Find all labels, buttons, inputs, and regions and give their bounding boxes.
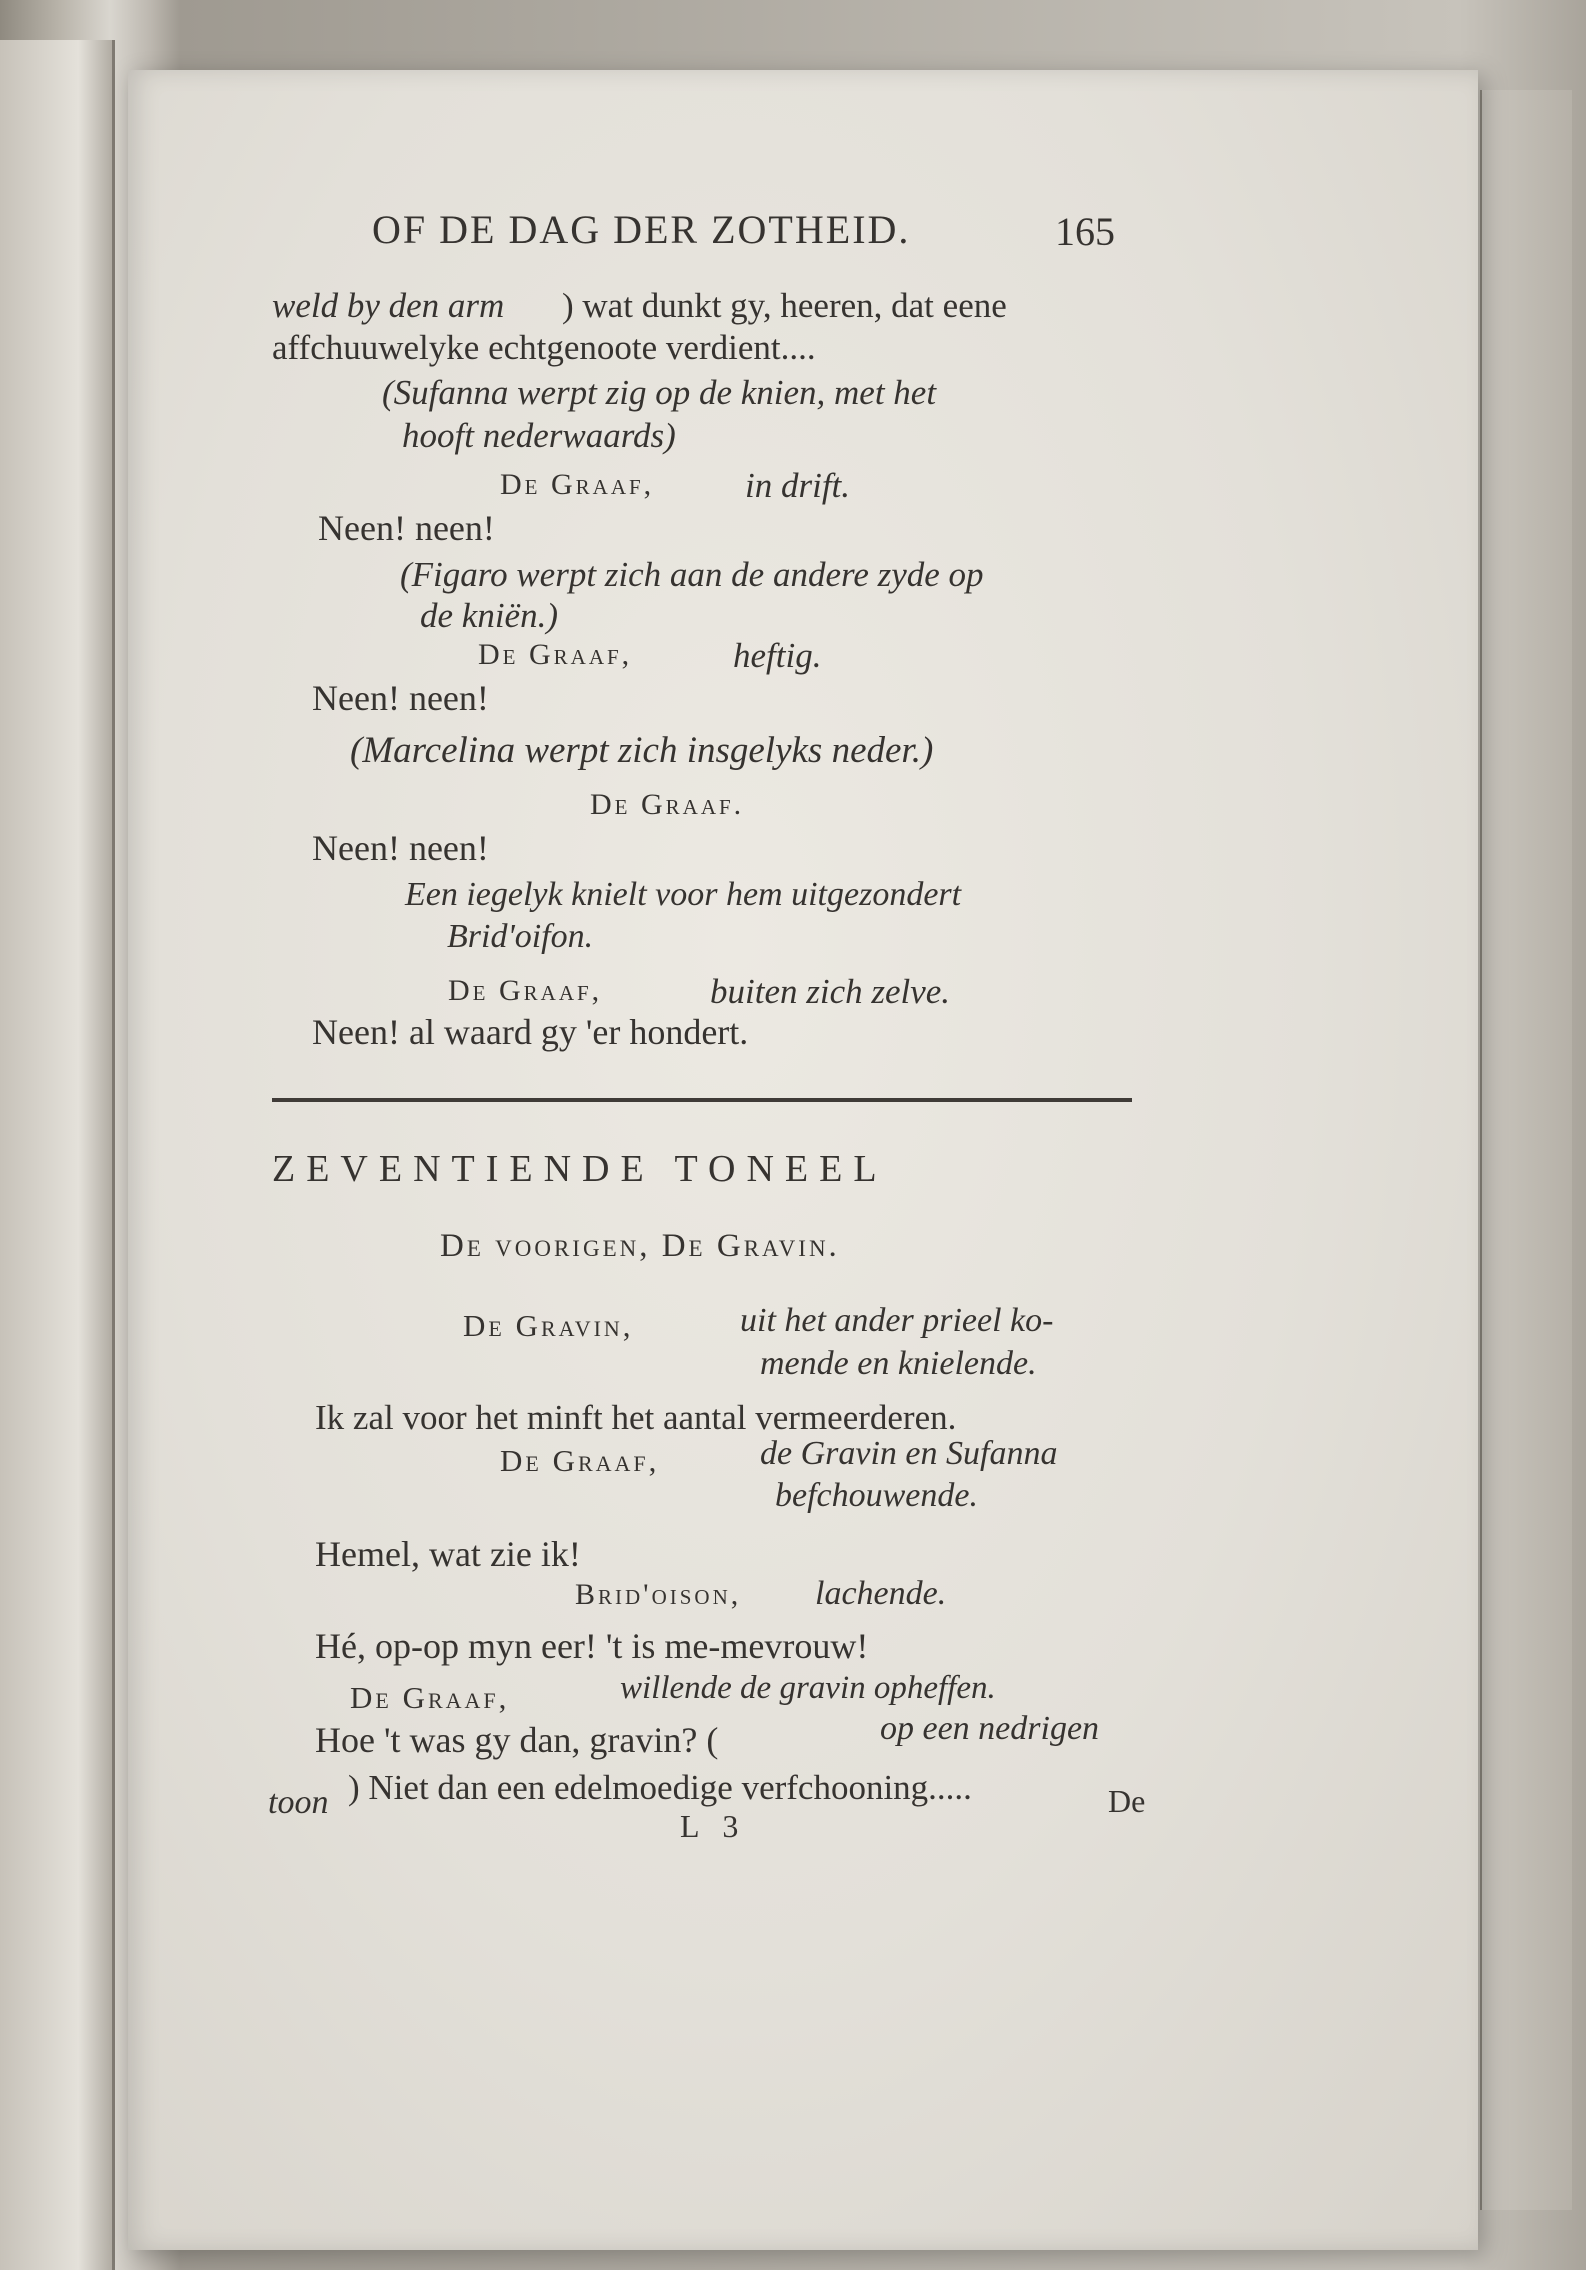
line-m3: Ik zal voor het minft het aantal vermeerderen.: [315, 1398, 957, 1437]
line-m10: Hoe 't was gy dan, gravin? (: [315, 1720, 719, 1760]
catchword: De: [1108, 1783, 1146, 1819]
stage-direction-4: Een iegelyk knielt voor hem uitgezondert: [405, 876, 962, 913]
speaker-graaf-5-direction: de Gravin en Sufanna: [760, 1435, 1058, 1472]
stage-direction-2b: de kniën.): [420, 596, 558, 635]
scene-title: ZEVENTIENDE TONEEL: [272, 1148, 888, 1190]
line-1-italic: weld by den arm: [272, 286, 505, 325]
speaker-gravin: De Gravin,: [463, 1308, 634, 1343]
line-m11-italic: toon: [268, 1784, 329, 1821]
line-1-rest: ) wat dunkt gy, heeren, dat eene: [562, 286, 1007, 325]
line-m8: Hé, op-op myn eer! 't is me-mevrouw!: [315, 1626, 869, 1666]
speaker-gravin-direction-b: mende en knielende.: [760, 1345, 1037, 1382]
speaker-graaf-5: De Graaf,: [500, 1443, 660, 1478]
speaker-graaf-6: De Graaf,: [350, 1680, 510, 1715]
speaker-graaf-5-direction-b: befchouwende.: [775, 1477, 978, 1514]
line-m6: Hemel, wat zie ik!: [315, 1534, 581, 1574]
speaker-graaf-2-direction: heftig.: [733, 636, 822, 675]
right-page-edge: [1480, 90, 1572, 2210]
line-10: Neen! neen!: [312, 678, 489, 718]
running-title: OF DE DAG DER ZOTHEID.: [372, 207, 911, 252]
page-number: 165: [1055, 209, 1115, 254]
left-page-edge: [0, 40, 115, 2270]
line-m11-rest: ) Niet dan een edelmoedige verfchooning.....: [348, 1768, 972, 1807]
line-m10-italic: op een nedrigen: [880, 1710, 1100, 1747]
stage-direction-4b: Brid'oifon.: [447, 918, 594, 955]
speaker-graaf-4-direction: buiten zich zelve.: [710, 972, 951, 1011]
speaker-bridoison: Brid'oison,: [575, 1578, 742, 1611]
signature-mark: L 3: [680, 1808, 747, 1844]
speaker-graaf-6-direction: willende de gravin opheffen.: [620, 1670, 996, 1706]
stage-direction-1: (Sufanna werpt zig op de knien, met het: [382, 373, 937, 412]
stage-direction-1b: hooft nederwaards): [402, 416, 676, 455]
stage-direction-2: (Figaro werpt zich aan de andere zyde op: [400, 555, 984, 594]
scene-divider: [272, 1098, 1132, 1102]
line-2: affchuuwelyke echtgenoote verdient....: [272, 328, 816, 367]
speaker-graaf-1: De Graaf,: [500, 468, 655, 501]
speaker-graaf-2: De Graaf,: [478, 638, 633, 671]
speaker-gravin-direction: uit het ander prieel ko-: [740, 1302, 1054, 1339]
line-13: Neen! neen!: [312, 828, 489, 868]
line-6: Neen! neen!: [318, 508, 495, 548]
scene-cast: De voorigen, De Gravin.: [440, 1228, 840, 1264]
speaker-graaf-4: De Graaf,: [448, 974, 603, 1007]
speaker-bridoison-direction: lachende.: [815, 1575, 947, 1612]
speaker-graaf-3: De Graaf.: [590, 788, 745, 821]
speaker-graaf-1-direction: in drift.: [745, 466, 851, 505]
line-17: Neen! al waard gy 'er hondert.: [312, 1012, 749, 1052]
stage-direction-3: (Marcelina werpt zich insgelyks neder.): [350, 730, 934, 771]
